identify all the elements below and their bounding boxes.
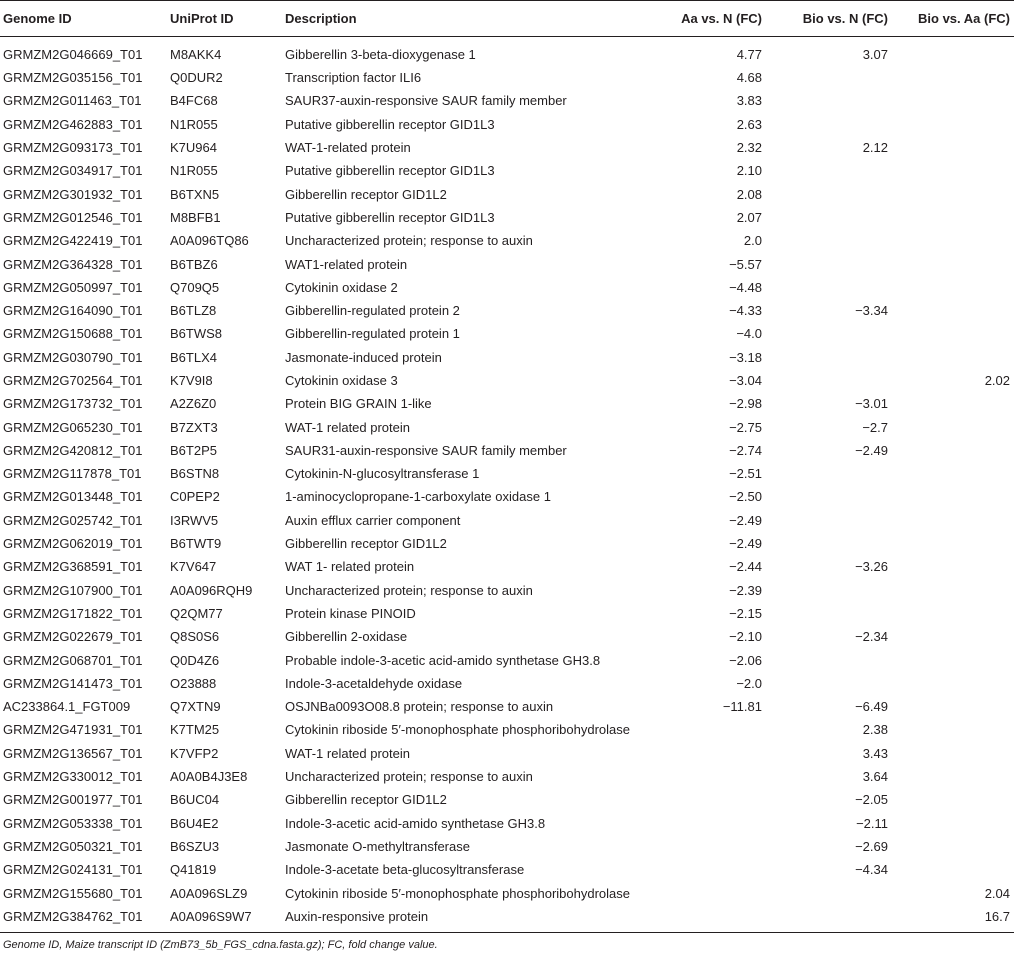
table-cell: Uncharacterized protein; response to auxin	[285, 233, 533, 249]
table-cell	[766, 276, 892, 299]
column-header: UniProt ID	[167, 1, 282, 37]
table-row	[0, 159, 1014, 182]
column-header: Bio vs. Aa (FC)	[892, 1, 1014, 37]
table-cell: −5.57	[729, 256, 762, 272]
table-cell: GRMZM2G050997_T01	[3, 279, 143, 295]
table-cell: Cytokinin-N-glucosyltransferase 1	[285, 466, 480, 482]
table-row	[0, 113, 1014, 136]
table-cell	[766, 346, 892, 369]
table-cell: GRMZM2G164090_T01	[3, 303, 143, 319]
table-cell	[766, 229, 892, 252]
table-cell: 4.77	[736, 47, 762, 62]
table-row	[0, 532, 1014, 555]
table-cell: GRMZM2G022679_T01	[3, 629, 143, 645]
table-cell	[766, 509, 892, 532]
table-cell: Gibberellin receptor GID1L2	[285, 792, 447, 808]
table-cell	[892, 439, 1014, 462]
table-cell	[766, 159, 892, 182]
table-cell: Indole-3-acetaldehyde oxidase	[285, 675, 463, 691]
table-cell	[766, 579, 892, 602]
table-cell: Protein BIG GRAIN 1-like	[285, 396, 432, 412]
table-cell: −2.05	[855, 792, 888, 808]
table-cell: −2.98	[729, 396, 762, 412]
table-cell: K7VFP2	[170, 745, 219, 761]
table-cell	[632, 765, 766, 788]
table-row	[0, 37, 1014, 67]
table-cell	[766, 462, 892, 485]
table-row	[0, 625, 1014, 648]
table-cell: GRMZM2G035156_T01	[3, 70, 143, 86]
table-row	[0, 136, 1014, 159]
table-cell: 2.38	[862, 722, 888, 738]
table-cell: GRMZM2G001977_T01	[3, 792, 143, 808]
table-cell: Indole-3-acetic acid-amido synthetase GH3.8	[285, 815, 546, 831]
table-cell	[892, 532, 1014, 555]
table-cell	[892, 718, 1014, 741]
table-cell: GRMZM2G013448_T01	[3, 489, 143, 505]
table-cell	[766, 648, 892, 671]
table-cell: Putative gibberellin receptor GID1L3	[285, 163, 495, 179]
table-cell: K7V9I8	[170, 373, 213, 388]
table-cell: Uncharacterized protein; response to auxin	[285, 769, 533, 785]
table-cell: GRMZM2G065230_T01	[3, 419, 143, 435]
table-cell: −2.10	[729, 629, 762, 645]
table-cell	[766, 322, 892, 345]
table-cell	[632, 742, 766, 765]
table-cell: −4.34	[855, 862, 888, 878]
table-cell: GRMZM2G034917_T01	[3, 163, 143, 179]
table-cell: A0A096S9W7	[167, 905, 282, 933]
table-cell: GRMZM2G030790_T01	[3, 349, 143, 365]
table-cell	[892, 648, 1014, 671]
table-cell	[892, 485, 1014, 508]
table-cell: −2.15	[729, 605, 762, 621]
table-cell: Gibberellin receptor GID1L2	[285, 186, 447, 202]
table-cell: −2.34	[855, 629, 888, 645]
table-cell: Cytokinin riboside 5′-monophosphate phosphoribohydrolase	[285, 885, 630, 901]
table-cell	[892, 299, 1014, 322]
table-row	[0, 369, 1014, 392]
table-cell	[892, 229, 1014, 252]
table-cell	[766, 252, 892, 275]
table-cell: −2.74	[729, 442, 762, 458]
table-cell	[892, 742, 1014, 765]
table-cell: A0A096RQH9	[170, 582, 253, 598]
table-cell	[892, 835, 1014, 858]
table-cell: AC233864.1_FGT009	[3, 699, 131, 715]
table-cell: GRMZM2G471931_T01	[3, 722, 143, 738]
table-cell: −2.06	[729, 652, 762, 668]
table-cell: SAUR37-auxin-responsive SAUR family member	[285, 93, 567, 109]
table-cell	[892, 206, 1014, 229]
table-cell	[766, 182, 892, 205]
table-cell	[892, 812, 1014, 835]
table-cell: GRMZM2G702564_T01	[3, 373, 143, 388]
table-cell	[892, 252, 1014, 275]
table-cell: −3.04	[729, 373, 762, 388]
table-cell: −11.81	[722, 699, 762, 715]
table-cell: −2.39	[729, 582, 762, 598]
table-cell: Q41819	[170, 862, 217, 878]
table-cell: SAUR31-auxin-responsive SAUR family member	[285, 442, 567, 458]
table-cell: B6STN8	[170, 466, 220, 482]
table-cell: Jasmonate-induced protein	[285, 349, 442, 365]
table-cell	[632, 835, 766, 858]
table-cell: 3.07	[862, 47, 888, 62]
table-cell: Putative gibberellin receptor GID1L3	[285, 116, 495, 132]
table-cell: B6UC04	[170, 792, 220, 808]
table-cell: Gibberellin 2-oxidase	[285, 629, 408, 645]
table-cell: −2.44	[729, 559, 762, 575]
table-cell: 2.12	[862, 140, 888, 156]
table-row	[0, 579, 1014, 602]
table-row	[0, 66, 1014, 89]
table-cell: B6SZU3	[170, 838, 220, 854]
table-cell	[632, 858, 766, 881]
table-cell: B6TWT9	[170, 536, 222, 552]
table-row	[0, 905, 1014, 933]
table-cell	[766, 369, 892, 392]
table-body	[0, 37, 1014, 933]
table-cell: GRMZM2G368591_T01	[3, 559, 143, 575]
table-footnote: Genome ID, Maize transcript ID (ZmB73_5b_FGS_cdna.fasta.gz); FC, fold change value.	[3, 938, 438, 951]
table-cell	[766, 206, 892, 229]
table-cell	[892, 579, 1014, 602]
table-row	[0, 742, 1014, 765]
table-cell: 2.10	[736, 163, 762, 179]
table-cell: GRMZM2G171822_T01	[3, 605, 143, 621]
table-cell	[632, 881, 766, 904]
table-row	[0, 648, 1014, 671]
table-row	[0, 695, 1014, 718]
table-cell: 1-aminocyclopropane-1-carboxylate oxidase 1	[285, 489, 551, 505]
table-cell: Gibberellin-regulated protein 2	[285, 303, 460, 319]
table-cell: OSJNBa0093O08.8 protein; response to auxin	[285, 699, 554, 715]
table-cell: WAT 1- related protein	[285, 559, 415, 575]
table-cell: Protein kinase PINOID	[285, 605, 416, 621]
table-cell: −2.49	[729, 536, 762, 552]
table-cell: Jasmonate O-methyltransferase	[285, 838, 470, 854]
table-cell	[892, 89, 1014, 112]
table-cell: B7ZXT3	[170, 419, 218, 435]
table-cell	[892, 322, 1014, 345]
table-cell: GRMZM2G117878_T01	[3, 466, 142, 482]
table-cell: K7TM25	[170, 722, 220, 738]
table-cell: −3.01	[855, 396, 888, 412]
table-cell: −4.33	[729, 303, 762, 319]
table-cell	[892, 695, 1014, 718]
table-cell	[766, 113, 892, 136]
table-cell: Gibberellin-regulated protein 1	[285, 326, 460, 342]
table-row	[0, 672, 1014, 695]
table-row	[0, 229, 1014, 252]
table-cell	[892, 415, 1014, 438]
table-row	[0, 718, 1014, 741]
table-header	[0, 1, 1014, 37]
table-row	[0, 812, 1014, 835]
table-cell: Q2QM77	[170, 605, 223, 621]
table-cell	[892, 182, 1014, 205]
table-cell: GRMZM2G420812_T01	[3, 442, 143, 458]
table-cell: GRMZM2G364328_T01	[3, 256, 143, 272]
table-cell: GRMZM2G062019_T01	[3, 536, 143, 552]
table-cell: 2.32	[736, 140, 762, 156]
column-header: Aa vs. N (FC)	[632, 1, 766, 37]
table-cell: WAT1-related protein	[285, 256, 408, 272]
table-cell: 2.63	[736, 116, 762, 132]
table-cell: −4.0	[736, 326, 762, 342]
table-cell	[766, 905, 892, 933]
table-cell: A0A096TQ86	[170, 233, 249, 249]
table-cell: A2Z6Z0	[170, 396, 217, 412]
table-cell: −3.18	[729, 349, 762, 365]
table-row	[0, 322, 1014, 345]
table-cell: −4.48	[729, 279, 762, 295]
table-cell	[892, 602, 1014, 625]
table-row	[0, 276, 1014, 299]
table-cell: Cytokinin oxidase 2	[285, 279, 398, 295]
table-cell: A0A096SLZ9	[170, 885, 248, 901]
table-cell	[632, 788, 766, 811]
table-cell: M8AKK4	[170, 47, 222, 62]
table-cell: N1R055	[170, 116, 218, 132]
table-cell: GRMZM2G068701_T01	[3, 652, 143, 668]
table-cell: −2.51	[729, 466, 762, 482]
table-cell: WAT-1 related protein	[285, 419, 410, 435]
table-cell: 3.83	[736, 93, 762, 109]
table-cell	[892, 66, 1014, 89]
table-cell: O23888	[170, 675, 217, 691]
table-row	[0, 182, 1014, 205]
table-cell: −2.49	[855, 442, 888, 458]
table-cell: −3.26	[855, 559, 888, 575]
table-cell: Q709Q5	[170, 279, 220, 295]
table-row	[0, 392, 1014, 415]
table-row	[0, 252, 1014, 275]
table-cell: GRMZM2G301932_T01	[3, 186, 143, 202]
table-cell	[766, 89, 892, 112]
table-cell: GRMZM2G107900_T01	[3, 582, 143, 598]
table-cell: B6T2P5	[170, 442, 217, 458]
table-cell: B6TXN5	[170, 186, 220, 202]
table-cell: GRMZM2G025742_T01	[3, 512, 143, 528]
table-cell: B6TWS8	[170, 326, 223, 342]
table-cell	[892, 509, 1014, 532]
table-cell: 3.64	[862, 769, 888, 785]
table-cell	[892, 392, 1014, 415]
table-cell: Uncharacterized protein; response to auxin	[285, 582, 533, 598]
column-header: Genome ID	[0, 1, 167, 37]
table-row	[0, 881, 1014, 904]
table-cell: Cytokinin riboside 5′-monophosphate phosphoribohydrolase	[285, 722, 630, 738]
table-row	[0, 462, 1014, 485]
table-cell: M8BFB1	[170, 209, 221, 225]
table-cell: GRMZM2G046669_T01	[3, 47, 143, 62]
table-cell: Gibberellin receptor GID1L2	[285, 536, 447, 552]
table-cell: Gibberellin 3-beta-dioxygenase 1	[285, 47, 476, 62]
table-cell: B6TBZ6	[170, 256, 218, 272]
table-row	[0, 765, 1014, 788]
table-cell: WAT-1 related protein	[285, 745, 410, 761]
table-cell: −2.50	[729, 489, 762, 505]
table-cell: 3.43	[862, 745, 888, 761]
table-cell	[632, 905, 766, 933]
table-cell: Indole-3-acetate beta-glucosyltransferase	[285, 862, 525, 878]
table-cell: GRMZM2G155680_T01	[3, 885, 143, 901]
table-cell	[766, 532, 892, 555]
table-cell: Putative gibberellin receptor GID1L3	[285, 209, 495, 225]
table-cell: Transcription factor ILI6	[285, 70, 422, 86]
column-header: Bio vs. N (FC)	[766, 1, 892, 37]
table-cell: GRMZM2G024131_T01	[3, 862, 143, 878]
header-row	[0, 1, 1014, 37]
table-cell: 16.7	[892, 905, 1014, 933]
table-cell	[766, 672, 892, 695]
table-cell: N1R055	[170, 163, 218, 179]
table-cell: GRMZM2G422419_T01	[3, 233, 143, 249]
table-cell: K7V647	[170, 559, 217, 575]
table-cell: −2.69	[855, 838, 888, 854]
table-cell: B6U4E2	[170, 815, 219, 831]
table-cell: GRMZM2G150688_T01	[3, 326, 143, 342]
table-cell: GRMZM2G384762_T01	[0, 905, 167, 933]
table-cell	[892, 625, 1014, 648]
table-cell: Q8S0S6	[170, 629, 220, 645]
table-cell: A0A0B4J3E8	[170, 769, 248, 785]
table-cell: −3.34	[855, 303, 888, 319]
table-cell: Q0DUR2	[170, 70, 223, 86]
table-cell	[892, 159, 1014, 182]
table-cell	[632, 718, 766, 741]
table-cell: 2.02	[984, 373, 1010, 388]
table-cell: B6TLX4	[170, 349, 217, 365]
table-cell: 4.68	[736, 70, 762, 86]
column-header: Description	[282, 1, 632, 37]
table-cell: −2.7	[862, 419, 888, 435]
table-cell: WAT-1-related protein	[285, 140, 411, 156]
table-cell: GRMZM2G053338_T01	[3, 815, 143, 831]
table-cell: GRMZM2G011463_T01	[3, 93, 142, 109]
table-cell: GRMZM2G093173_T01	[3, 140, 143, 156]
table-cell: Q7XTN9	[170, 699, 221, 715]
table-cell: Probable indole-3-acetic acid-amido synthetase GH3.8	[285, 652, 601, 668]
table-cell: GRMZM2G330012_T01	[3, 769, 143, 785]
table-cell: 2.04	[984, 885, 1010, 901]
table-cell: −6.49	[855, 699, 888, 715]
table-row	[0, 415, 1014, 438]
table-cell: 2.0	[743, 233, 762, 249]
table-cell	[892, 136, 1014, 159]
table-row	[0, 206, 1014, 229]
table-cell: Q0D4Z6	[170, 652, 220, 668]
table-cell	[766, 881, 892, 904]
table-cell	[766, 66, 892, 89]
table-cell: K7U964	[170, 140, 217, 156]
table-cell: −2.11	[856, 815, 888, 831]
table-cell: GRMZM2G012546_T01	[3, 209, 143, 225]
table-row	[0, 346, 1014, 369]
table-row	[0, 89, 1014, 112]
table-row	[0, 788, 1014, 811]
table-cell: I3RWV5	[170, 512, 219, 528]
table-row	[0, 299, 1014, 322]
table-cell: GRMZM2G173732_T01	[3, 396, 143, 412]
table-cell	[892, 788, 1014, 811]
table-cell: Auxin-responsive protein	[282, 905, 632, 933]
table-cell: −2.75	[729, 419, 762, 435]
table-cell: B4FC68	[170, 93, 218, 109]
table-cell: −2.49	[729, 512, 762, 528]
table-cell	[892, 113, 1014, 136]
table-row	[0, 835, 1014, 858]
table-cell: B6TLZ8	[170, 303, 217, 319]
table-cell	[892, 276, 1014, 299]
table-cell	[892, 346, 1014, 369]
table-cell	[892, 462, 1014, 485]
table-cell: GRMZM2G136567_T01	[3, 745, 143, 761]
table-row	[0, 858, 1014, 881]
table-cell: 2.08	[736, 186, 762, 202]
table-cell: −2.0	[736, 675, 762, 691]
table-cell	[892, 672, 1014, 695]
table-row	[0, 439, 1014, 462]
table-cell	[892, 765, 1014, 788]
table-row	[0, 602, 1014, 625]
table-cell	[892, 858, 1014, 881]
table-cell: C0PEP2	[170, 489, 220, 505]
table-cell: GRMZM2G462883_T01	[3, 116, 143, 132]
table-cell: GRMZM2G050321_T01	[3, 838, 143, 854]
table-row	[0, 555, 1014, 578]
table-cell	[892, 555, 1014, 578]
table-row	[0, 509, 1014, 532]
table-cell	[892, 37, 1014, 67]
table-cell	[632, 812, 766, 835]
table-cell: GRMZM2G141473_T01	[3, 675, 143, 691]
table-cell	[766, 485, 892, 508]
table-cell: 2.07	[736, 209, 762, 225]
table-row	[0, 485, 1014, 508]
table-cell: Auxin efflux carrier component	[285, 512, 461, 528]
table-cell	[766, 602, 892, 625]
table-cell: Cytokinin oxidase 3	[285, 373, 398, 388]
